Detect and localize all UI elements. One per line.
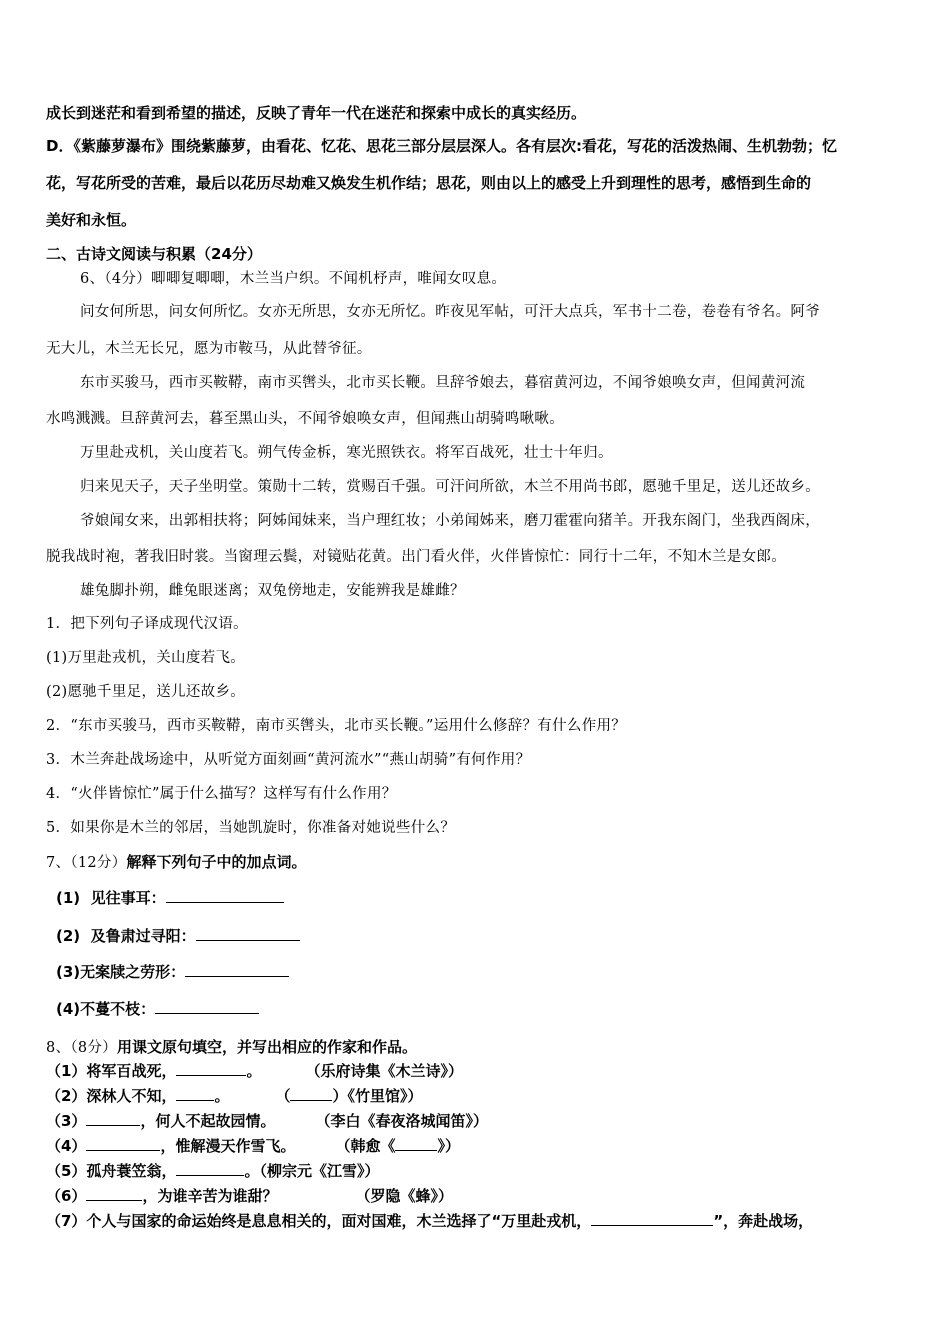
intro-line: D．《紫藤萝瀑布》围绕紫藤萝，由看花、忆花、思花三部分层层深人。各有层次:看花，写花的活泼热闹、生机勃勃；忆	[46, 137, 837, 155]
sub-question: 2．“东市买骏马，西市买鞍鞯，南市买辔头，北市买长鞭。”运用什么修辞？有什么作用？	[46, 718, 627, 734]
fill-item: (4)不蔓不枝：	[56, 999, 259, 1019]
poem-line: 雄兔脚扑朔，雌兔眼迷离；双兔傍地走，安能辨我是雄雌？	[80, 583, 465, 599]
answer-blank[interactable]	[86, 1136, 160, 1151]
sub-question: 3．木兰奔赴战场途中，从听觉方面刻画“黄河流水”“燕山胡骑”有何作用？	[46, 752, 531, 768]
intro-line: 成长到迷茫和看到希望的描述，反映了青年一代在迷茫和探索中成长的真实经历。	[46, 104, 587, 122]
answer-blank[interactable]	[176, 1061, 246, 1076]
sub-question: 5．如果你是木兰的邻居，当她凯旋时，你准备对她说些什么？	[46, 820, 456, 836]
answer-blank[interactable]	[290, 1086, 332, 1101]
answer-blank[interactable]	[176, 1086, 214, 1101]
answer-blank[interactable]	[196, 926, 300, 941]
section-heading: 二、古诗文阅读与积累（24分）	[46, 245, 262, 263]
answer-blank[interactable]	[86, 1186, 142, 1201]
answer-blank[interactable]	[155, 999, 259, 1014]
intro-line: 花，写花所受的苦难，最后以花历尽劫难又焕发生机作结；思花，则由以上的感受上升到理性的思考，感悟到生命的	[46, 174, 812, 192]
fill-line: （6） ，为谁辛苦为谁甜？ （罗隐《蜂》）	[46, 1187, 453, 1205]
sub-question: 4．“火伴皆惊忙”属于什么描写？这样写有什么作用？	[46, 786, 397, 802]
question-prefix: 6、（4分）	[80, 271, 152, 287]
poem-line: 万里赴戎机，关山度若飞。朔气传金柝，寒光照铁衣。将军百战死，壮士十年归。	[80, 445, 613, 461]
answer-blank[interactable]	[86, 1111, 140, 1126]
question-prefix: 8、（8分）	[46, 1040, 118, 1056]
fill-item: (2) 及鲁肃过寻阳：	[56, 926, 300, 946]
poem-line: 无大儿，木兰无长兄，愿为市鞍马，从此替爷征。	[46, 341, 372, 357]
answer-blank[interactable]	[395, 1136, 437, 1151]
sub-question: (2)愿驰千里足，送儿还故乡。	[46, 684, 246, 700]
fill-line: （5）孤舟蓑笠翁， 。（柳宗元《江雪》）	[46, 1162, 380, 1180]
fill-line: （7）个人与国家的命运始终是息息相关的，面对国难，木兰选择了“万里赴戎机， ”，奔赴战场，	[46, 1212, 814, 1230]
poem-line: 归来见天子，天子坐明堂。策勋十二转，赏赐百千强。可汗问所欲，木兰不用尚书郎，愿驰千里足，送儿还故乡。	[80, 479, 820, 495]
answer-blank[interactable]	[176, 1161, 244, 1176]
sub-question: (1)万里赴戎机，关山度若飞。	[46, 650, 246, 666]
question-7-title: 7、（12分）解释下列句子中的加点词。	[46, 853, 307, 871]
question-8-title: 8、（8分）用课文原句填空，并写出相应的作家和作品。	[46, 1038, 418, 1056]
fill-line: （1）将军百战死， 。 （乐府诗集《木兰诗》）	[46, 1062, 463, 1080]
fill-item: (1) 见往事耳：	[56, 888, 284, 908]
intro-line: 美好和永恒。	[46, 211, 137, 229]
poem-line: 东市买骏马，西市买鞍鞯，南市买辔头，北市买长鞭。旦辞爷娘去，暮宿黄河边，不闻爷娘唤女声，但闻黄河流	[80, 375, 806, 391]
fill-line: （3） ，何人不起故园情。 （李白《春夜洛城闻笛》）	[46, 1112, 488, 1130]
poem-line: 水鸣溅溅。旦辞黄河去，暮至黑山头，不闻爷娘唤女声，但闻燕山胡骑鸣啾啾。	[46, 411, 564, 427]
question-prefix: 7、（12分）	[46, 855, 127, 871]
poem-line: 脱我战时袍，著我旧时裳。当窗理云鬓，对镜贴花黄。出门看火伴，火伴皆惊忙：同行十二年，不知木兰是女郎。	[46, 549, 786, 565]
poem-line: 爷娘闻女来，出郭相扶将；阿姊闻妹来，当户理红妆；小弟闻姊来，磨刀霍霍向猪羊。开我东阁门，坐我西阁床，	[80, 513, 820, 529]
answer-blank[interactable]	[591, 1211, 713, 1226]
poem-line: 6、（4分）唧唧复唧唧，木兰当户织。不闻机杼声，唯闻女叹息。	[80, 271, 507, 287]
fill-line: （2）深林人不知， 。 （ ）《竹里馆》）	[46, 1087, 423, 1105]
fill-line: （4） ，惟解漫天作雪飞。 （韩愈《 》）	[46, 1137, 460, 1155]
sub-question: 1．把下列句子译成现代汉语。	[46, 616, 248, 632]
fill-item: (3)无案牍之劳形：	[56, 962, 289, 982]
answer-blank[interactable]	[166, 888, 284, 903]
poem-line: 问女何所思，问女何所忆。女亦无所思，女亦无所忆。昨夜见军帖，可汗大点兵，军书十二卷，卷卷有爷名。阿爷	[80, 304, 820, 320]
answer-blank[interactable]	[185, 962, 289, 977]
